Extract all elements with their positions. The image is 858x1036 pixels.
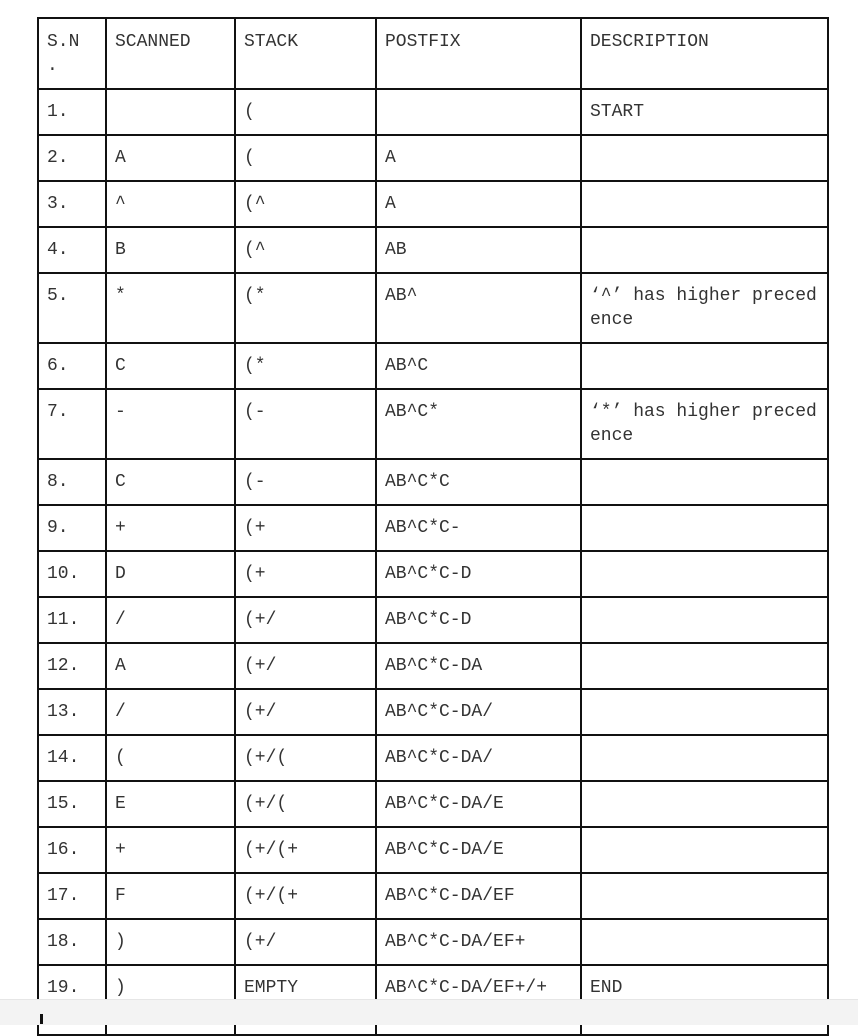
cell-scanned: ^ — [106, 181, 235, 227]
cell-scanned: - — [106, 389, 235, 459]
cell-postfix: AB^C*C-DA/ — [376, 735, 581, 781]
table-header-row — [38, 18, 828, 89]
cell-description — [581, 597, 828, 643]
cell-scanned: D — [106, 551, 235, 597]
cell-stack: (+ — [235, 551, 376, 597]
header-sn: S.N . — [38, 18, 106, 89]
table-row — [38, 343, 828, 389]
cell-scanned: B — [106, 227, 235, 273]
text-cursor — [40, 1014, 43, 1024]
table-row — [38, 227, 828, 273]
cell-description: END — [581, 965, 828, 1035]
cell-description — [581, 689, 828, 735]
cell-sn: 2. — [38, 135, 106, 181]
table-row — [38, 505, 828, 551]
cell-description — [581, 135, 828, 181]
cell-postfix: A — [376, 135, 581, 181]
cell-scanned: / — [106, 689, 235, 735]
cell-postfix: AB^C*C-DA/EF+/+ — [376, 965, 581, 1035]
cell-scanned: A — [106, 643, 235, 689]
cell-description — [581, 551, 828, 597]
cell-sn: 12. — [38, 643, 106, 689]
cell-description — [581, 227, 828, 273]
cell-description — [581, 827, 828, 873]
header-scanned: SCANNED — [106, 18, 235, 89]
cell-scanned: E — [106, 781, 235, 827]
header-description: DESCRIPTION — [581, 18, 828, 89]
cell-scanned: ( — [106, 735, 235, 781]
header-stack: STACK — [235, 18, 376, 89]
cell-sn: 16. — [38, 827, 106, 873]
table-row — [38, 689, 828, 735]
table-row — [38, 597, 828, 643]
table-row — [38, 827, 828, 873]
cell-stack: (+/( — [235, 735, 376, 781]
cell-postfix — [376, 89, 581, 135]
cell-scanned: / — [106, 597, 235, 643]
cell-scanned: C — [106, 459, 235, 505]
table-row — [38, 389, 828, 459]
cell-sn: 1. — [38, 89, 106, 135]
cell-scanned: + — [106, 505, 235, 551]
cell-sn: 7. — [38, 389, 106, 459]
cell-description — [581, 643, 828, 689]
cell-sn: 13. — [38, 689, 106, 735]
table-row — [38, 643, 828, 689]
cell-description — [581, 459, 828, 505]
cell-sn: 4. — [38, 227, 106, 273]
cell-sn: 14. — [38, 735, 106, 781]
cell-postfix: AB^C*C-D — [376, 597, 581, 643]
table-row — [38, 181, 828, 227]
cell-postfix: AB^C*C-DA/E — [376, 827, 581, 873]
cell-scanned: C — [106, 343, 235, 389]
cell-scanned — [106, 89, 235, 135]
cell-stack: (* — [235, 273, 376, 343]
cell-stack: (+/ — [235, 643, 376, 689]
cell-stack: (+/(+ — [235, 827, 376, 873]
cell-postfix: AB^C — [376, 343, 581, 389]
cell-sn: 8. — [38, 459, 106, 505]
cell-stack: (+/( — [235, 781, 376, 827]
cell-sn: 18. — [38, 919, 106, 965]
cell-description — [581, 735, 828, 781]
cell-postfix: AB^C*C-DA/ — [376, 689, 581, 735]
cell-description — [581, 343, 828, 389]
cell-stack: (- — [235, 389, 376, 459]
table-row — [38, 919, 828, 965]
cell-description — [581, 181, 828, 227]
cell-postfix: AB^C*C-DA/EF — [376, 873, 581, 919]
table-row — [38, 781, 828, 827]
cell-description — [581, 781, 828, 827]
table-row — [38, 273, 828, 343]
cell-stack: (+ — [235, 505, 376, 551]
cell-stack: (+/ — [235, 597, 376, 643]
cell-stack: (+/(+ — [235, 873, 376, 919]
cell-postfix: AB^C*C — [376, 459, 581, 505]
cell-postfix: AB^C*C-DA — [376, 643, 581, 689]
cell-stack: ( — [235, 89, 376, 135]
cell-stack: EMPTY — [235, 965, 376, 1035]
cell-sn: 6. — [38, 343, 106, 389]
cell-stack: ( — [235, 135, 376, 181]
cell-sn: 11. — [38, 597, 106, 643]
cell-stack: (^ — [235, 181, 376, 227]
cell-stack: (* — [235, 343, 376, 389]
header-postfix: POSTFIX — [376, 18, 581, 89]
cell-scanned: A — [106, 135, 235, 181]
cell-postfix: AB^C*C-DA/E — [376, 781, 581, 827]
cell-sn: 3. — [38, 181, 106, 227]
table-body — [38, 89, 828, 1035]
cell-description — [581, 505, 828, 551]
cell-stack: (+/ — [235, 919, 376, 965]
cell-sn: 19. — [38, 965, 106, 1035]
table-row — [38, 873, 828, 919]
cell-stack: (^ — [235, 227, 376, 273]
cell-sn: 9. — [38, 505, 106, 551]
cell-stack: (+/ — [235, 689, 376, 735]
table-row — [38, 551, 828, 597]
cell-scanned: ) — [106, 965, 235, 1035]
cell-description — [581, 873, 828, 919]
cell-scanned: * — [106, 273, 235, 343]
cell-postfix: AB — [376, 227, 581, 273]
cell-sn: 15. — [38, 781, 106, 827]
infix-to-postfix-table — [37, 17, 829, 1036]
cell-sn: 17. — [38, 873, 106, 919]
cell-postfix: AB^C*C-D — [376, 551, 581, 597]
cell-sn: 5. — [38, 273, 106, 343]
table-row — [38, 735, 828, 781]
cell-description: ‘*’ has higher precedence — [581, 389, 828, 459]
cell-sn: 10. — [38, 551, 106, 597]
table-row — [38, 459, 828, 505]
cell-description — [581, 919, 828, 965]
cell-postfix: AB^C*C- — [376, 505, 581, 551]
cell-scanned: ) — [106, 919, 235, 965]
table-row — [38, 135, 828, 181]
table-row — [38, 89, 828, 135]
cell-postfix: AB^C* — [376, 389, 581, 459]
cell-description: ‘^’ has higher precedence — [581, 273, 828, 343]
cell-description: START — [581, 89, 828, 135]
cell-postfix: AB^ — [376, 273, 581, 343]
cell-scanned: + — [106, 827, 235, 873]
conversion-table-container — [37, 17, 829, 1036]
bottom-strip — [0, 999, 858, 1025]
cell-scanned: F — [106, 873, 235, 919]
cell-stack: (- — [235, 459, 376, 505]
cell-postfix: A — [376, 181, 581, 227]
cell-postfix: AB^C*C-DA/EF+ — [376, 919, 581, 965]
